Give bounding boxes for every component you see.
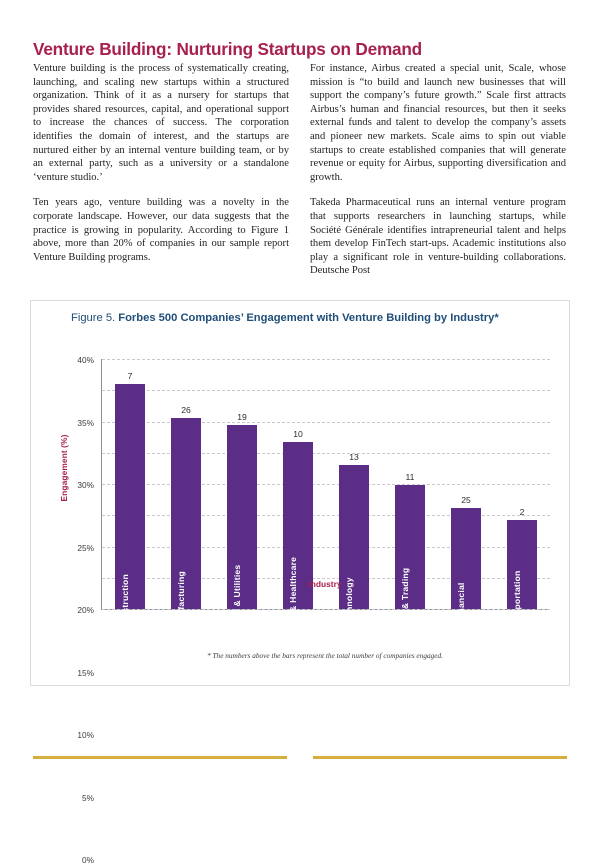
- figure-caption: [71, 312, 499, 324]
- figure-number: Figure 5.: [71, 312, 116, 324]
- bar-category-label: Manufacturing: [176, 571, 186, 633]
- bar-slot: [382, 359, 438, 637]
- bar-category-label: Pharma & Healthcare: [288, 556, 298, 648]
- page-title: Venture Building: Nurturing Startups on Demand: [33, 38, 422, 59]
- footer-rule-right: [313, 756, 567, 759]
- y-axis-title: Engagement (%): [59, 434, 69, 502]
- bar-value-label: 2: [519, 507, 525, 518]
- y-axis-tick-label: 15%: [77, 667, 94, 678]
- paragraph-right-1: For instance, Airbus created a special unit, Scale, whose mission is “to build and launch new businesses that will support the company’s future growth.” Scale first attracts Airbus’s human and financial resources, but then it seeks external funds and talent to develop the company’s assets and pioneer new markets. Scale aims to spin out viable startups to create established companies that will generate revenue or equity for Airbus, supporting diversification and growth.: [310, 63, 566, 183]
- y-axis-tick-label: 5%: [82, 792, 94, 803]
- bar-category-label: Construction: [120, 574, 130, 630]
- y-axis-tick-label: 40%: [77, 355, 94, 365]
- bar-slot: [158, 359, 214, 633]
- y-axis-tick-label: 20%: [77, 605, 94, 615]
- bar-category-label: Technology: [344, 577, 354, 627]
- figure-title-text: Forbes 500 Companies’ Engagement with Venture Building by Industry*: [118, 312, 499, 324]
- footer-rule-left: [33, 756, 287, 759]
- right-column: [310, 62, 566, 278]
- x-axis-title: Industry: [308, 579, 342, 589]
- bar-value-label: 11: [405, 472, 415, 483]
- chart-bar[interactable]: [451, 494, 481, 622]
- chart-bar[interactable]: [395, 472, 425, 637]
- bar-value-label: 7: [127, 371, 133, 381]
- paragraph-left-1: Venture building is the process of systematically creating, launching, and scaling new startups within a structured organization. Think of it as a nursery for startups that provides shared resources, capital, and operational support to increase the chances of success. The corporation identifies the domain of interest, and the startups are nurtured either by an internal venture building team, or by an external party, such as a university or a standalone ‘venture studio.’: [33, 63, 289, 183]
- figure-container: [30, 300, 570, 865]
- figure-footnote: * The numbers above the bars represent the total number of companies engaged.: [207, 651, 443, 660]
- bar-category-label: Financial: [456, 582, 466, 622]
- bar-slot: [270, 359, 326, 648]
- bar-slot: [326, 359, 382, 627]
- bar-slot: [214, 359, 270, 640]
- bar-category-label: Energy & Utilities: [232, 564, 242, 640]
- bar-value-label: 13: [349, 452, 359, 463]
- chart-bars: [102, 359, 550, 648]
- page-footer: [33, 756, 567, 759]
- bar-value-label: 26: [181, 405, 191, 416]
- bar-slot: [494, 359, 550, 634]
- y-axis-tick-label: 35%: [77, 417, 94, 428]
- y-axis-tick-label: 25%: [77, 542, 94, 553]
- bar-slot: [102, 359, 158, 630]
- bar-category-label: Transportation: [512, 570, 522, 634]
- bar-value-label: 19: [237, 411, 247, 422]
- body-columns: [33, 62, 567, 278]
- paragraph-left-2: Ten years ago, venture building was a novelty in the corporate landscape. However, our data suggests that the practice is growing in popularity. According to Figure 1 above, more than 20% of companies in our sample report Venture Building programs.: [33, 197, 289, 263]
- chart-bar[interactable]: [115, 371, 145, 630]
- y-axis-tick-label: 10%: [77, 730, 94, 740]
- bar-slot: [438, 359, 494, 622]
- left-column: [33, 62, 289, 278]
- bar-value-label: 10: [293, 428, 303, 439]
- y-axis-tick-label: 30%: [77, 480, 94, 490]
- chart-bar[interactable]: [507, 507, 537, 634]
- y-axis-tick-label: 0%: [82, 855, 94, 865]
- bar-category-label: Retail & Trading: [400, 567, 410, 637]
- bar-value-label: 25: [461, 494, 471, 505]
- paragraph-right-2: Takeda Pharmaceutical runs an internal venture program that supports researchers in launching startups, while Société Générale identifies intrapreneurial talent and helps them develop FinTech start-ups. Academic institutions also play a significant role in venture-building collaborations. Deutsche Post: [310, 197, 566, 277]
